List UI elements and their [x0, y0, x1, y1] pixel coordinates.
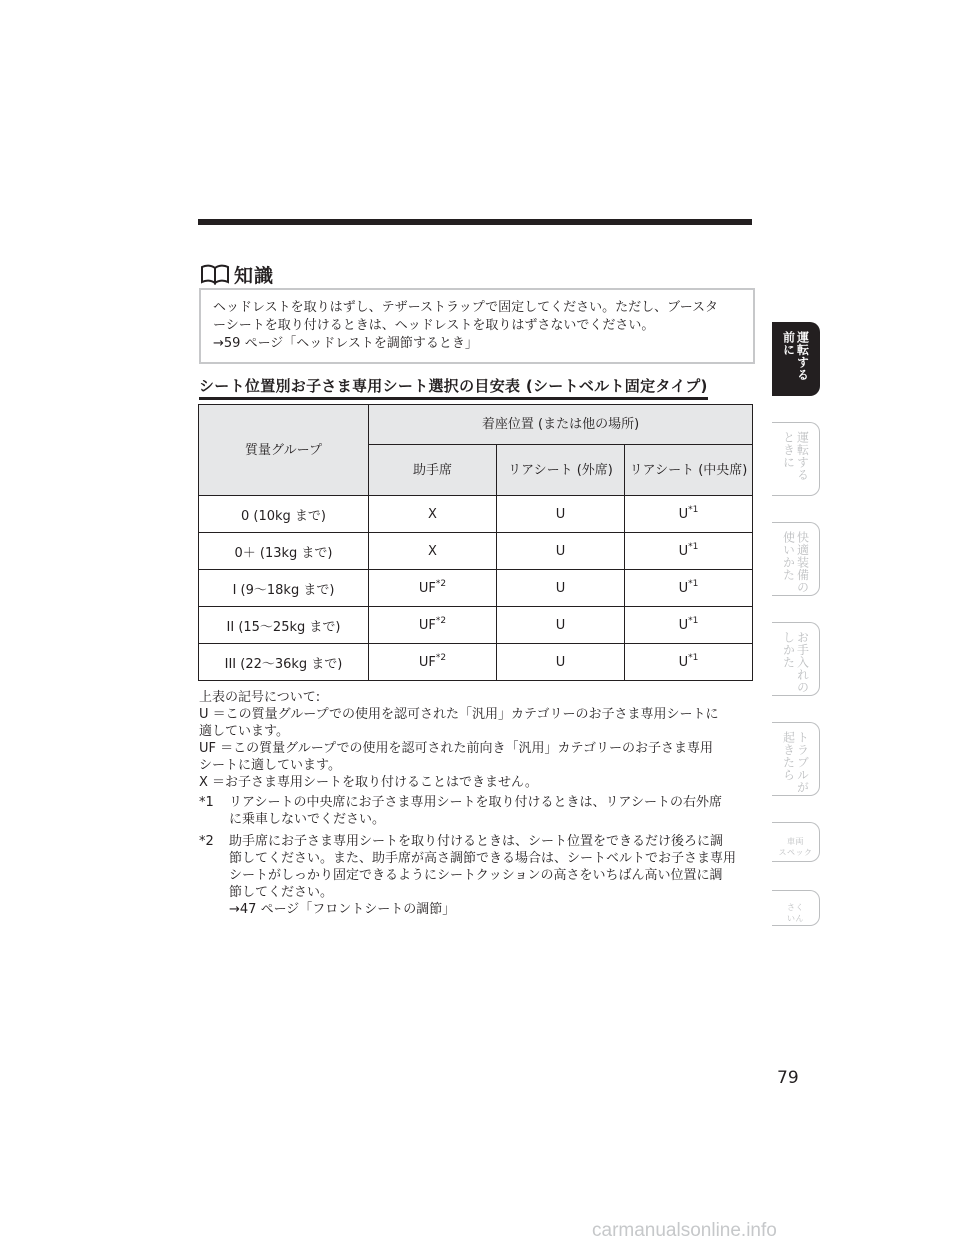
rear-outer-seat-cell: U: [497, 644, 625, 681]
knowledge-box: [199, 288, 755, 364]
chapter-tab-label: 運転する: [795, 331, 810, 381]
rear-center-seat-cell: $U^{*1}$: [625, 570, 753, 607]
chapter-tab-label: いん: [787, 914, 804, 923]
chapter-tab-label: 運転する: [795, 431, 810, 481]
footnote-text: [229, 794, 755, 828]
legend-intro: 上表の記号について:: [199, 690, 321, 705]
chapter-tab[interactable]: [772, 722, 820, 796]
table-row: [199, 570, 753, 607]
chapter-tab-label: スペック: [778, 848, 813, 857]
seat-selection-table: [198, 404, 753, 681]
footnote-line: 節してください。また、助手席が高さ調節できる場合は、シートベルトでお子さま専用: [229, 851, 737, 866]
header-passenger-seat: 助手席: [369, 445, 497, 496]
footnote-reference: *2: [435, 652, 447, 663]
knowledge-line: ーシートを取り付けるときは、ヘッドレストを取りはずさないでください。: [213, 318, 655, 333]
footnote: [199, 833, 755, 918]
top-rule: [198, 219, 752, 225]
mass-group-cell: II (15～25kg まで): [199, 607, 369, 644]
rear-center-seat-cell: $U^{*1}$: [625, 644, 753, 681]
chapter-tab[interactable]: [772, 622, 820, 696]
header-seating-position: 着座位置 (または他の場所): [369, 405, 753, 445]
footnote-reference: *2: [435, 578, 447, 589]
chapter-tab-label: トラブルが: [795, 731, 810, 794]
rear-outer-seat-cell: U: [497, 607, 625, 644]
mass-group-cell: III (22～36kg まで): [199, 644, 369, 681]
footnote-mark: *2: [199, 834, 214, 849]
footnote-reference: *1: [688, 615, 699, 626]
chapter-tab[interactable]: [772, 422, 820, 496]
legend-x: X ＝お子さま専用シートを取り付けることはできません。: [199, 775, 538, 790]
chapter-tab-label: 起きたら: [781, 731, 796, 781]
footnote-line: リアシートの中央席にお子さま専用シートを取り付けるときは、リアシートの右外席: [229, 795, 722, 810]
chapter-tab[interactable]: [772, 322, 820, 396]
legend-u: U ＝この質量グループでの使用を認可された「汎用」カテゴリーのお子さま専用シートに: [199, 707, 719, 722]
footnote-reference: *1: [688, 652, 699, 663]
rear-center-seat-cell: $U^{*1}$: [625, 607, 753, 644]
chapter-tab-label: しかた: [781, 631, 796, 669]
chapter-tab-label: 前に: [781, 331, 796, 356]
legend-u: 適しています。: [199, 724, 289, 739]
watermark: carmanualsonline.info: [592, 1220, 777, 1241]
mass-group-cell: I (9～18kg まで): [199, 570, 369, 607]
chapter-tab[interactable]: [772, 822, 820, 862]
passenger-seat-cell: X: [369, 533, 497, 570]
header-rear-outer-seat: リアシート (外席): [497, 445, 625, 496]
table-row: [199, 644, 753, 681]
rear-outer-seat-cell: U: [497, 496, 625, 533]
knowledge-heading: [200, 262, 274, 286]
footnote-reference: *1: [688, 541, 699, 552]
page-number: 79: [777, 1068, 799, 1088]
footnote-reference: *1: [688, 578, 699, 589]
chapter-tab-label: 使いかた: [781, 531, 796, 581]
mass-group-cell: 0 (10kg まで): [199, 496, 369, 533]
open-book-icon: [200, 263, 230, 285]
chapter-tab[interactable]: [772, 522, 820, 596]
knowledge-line: ヘッドレストを取りはずし、テザーストラップで固定してください。ただし、ブースタ: [213, 300, 719, 315]
rear-outer-seat-cell: U: [497, 570, 625, 607]
footnote-line: 節してください。: [229, 885, 334, 900]
knowledge-title: 知識: [234, 264, 275, 287]
passenger-seat-cell: X: [369, 496, 497, 533]
footnote-line: 助手席にお子さま専用シートを取り付けるときは、シート位置をできるだけ後ろに調: [229, 834, 724, 849]
footnote: [199, 794, 755, 828]
header-mass-group: 質量グループ: [199, 405, 369, 496]
footnote-reference: *1: [688, 504, 699, 515]
footnote-mark: *1: [199, 795, 214, 810]
passenger-seat-cell: UF$^{*2}$: [369, 644, 497, 681]
table-row: [199, 533, 753, 570]
table-title: シート位置別お子さま専用シート選択の目安表 (シートベルト固定タイプ): [199, 375, 708, 400]
legend-uf: シートに適しています。: [199, 758, 341, 773]
rear-outer-seat-cell: U: [497, 533, 625, 570]
chapter-tab-label: 車両: [787, 837, 804, 846]
footnote-line: →47 ページ「フロントシートの調節」: [229, 902, 456, 917]
chapter-tab-label: ときに: [781, 431, 796, 469]
mass-group-cell: 0＋ (13kg まで): [199, 533, 369, 570]
chapter-tab-label: さく: [787, 903, 804, 912]
rear-center-seat-cell: $U^{*1}$: [625, 496, 753, 533]
footnote-reference: *2: [435, 615, 447, 626]
chapter-tab[interactable]: [772, 890, 820, 926]
passenger-seat-cell: UF$^{*2}$: [369, 570, 497, 607]
legend-uf: UF ＝この質量グループでの使用を認可された前向き「汎用」カテゴリーのお子さま専用: [199, 741, 713, 756]
legend-notes: [199, 689, 755, 918]
table-row: [199, 607, 753, 644]
footnote-line: に乗車しないでください。: [229, 812, 386, 827]
chapter-tab-label: お手入れの: [795, 631, 810, 694]
header-rear-center-seat: リアシート (中央席): [625, 445, 753, 496]
rear-center-seat-cell: $U^{*1}$: [625, 533, 753, 570]
footnote-line: シートがしっかり固定できるようにシートクッションの高さをいちばん高い位置に調: [229, 868, 723, 883]
chapter-tab-label: 快適装備の: [795, 531, 810, 594]
table-row: [199, 496, 753, 533]
footnote-text: [229, 833, 755, 918]
knowledge-reference: →59 ページ「ヘッドレストを調節するとき」: [213, 336, 478, 351]
passenger-seat-cell: UF$^{*2}$: [369, 607, 497, 644]
